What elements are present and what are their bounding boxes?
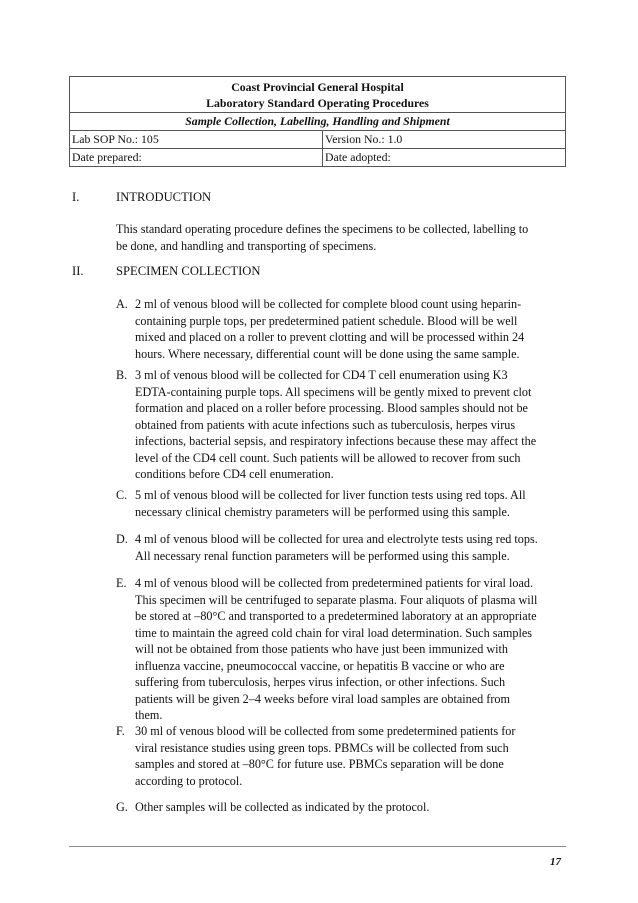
paragraph-line: according to protocol. <box>135 773 243 788</box>
paragraph-line: All necessary renal function parameters will be performed using this sample. <box>135 548 510 563</box>
paragraph-line: be done, and handling and transporting of specimens. <box>116 238 377 253</box>
paragraph-line: hours. Where necessary, differential count will be done using the same sample. <box>135 346 520 361</box>
paragraph-line: 3 ml of venous blood will be collected for CD4 T cell enumeration using K3 <box>135 368 508 382</box>
section-number: II. <box>72 264 84 278</box>
paragraph-line: 5 ml of venous blood will be collected for liver function tests using red tops. All <box>135 488 526 502</box>
paragraph-line: patients will be given 2–4 weeks before viral load samples are obtained from <box>135 691 510 706</box>
paragraph-line: influenza vaccine, pneumococcal vaccine, or hepatitis B vaccine or who are <box>135 658 505 673</box>
date-adopted: Date adopted: <box>323 149 566 167</box>
sop-header-table <box>69 76 566 167</box>
paragraph-line: be stored at –80°C and transported to a predetermined laboratory at an appropriate <box>135 609 537 623</box>
sop-subtitle: Sample Collection, Labelling, Handling and Shipment <box>70 113 566 131</box>
list-item-letter: F. <box>116 724 125 738</box>
paragraph-line: conditions before CD4 cell enumeration. <box>135 467 334 481</box>
paragraph-line: 30 ml of venous blood will be collected from some predetermined patients for <box>135 724 516 738</box>
paragraph-line: 4 ml of venous blood will be collected for urea and electrolyte tests using red tops. <box>135 532 538 546</box>
date-prepared: Date prepared: <box>70 149 323 167</box>
paragraph-line: obtained from patients with acute infections such as tuberculosis, herpes virus <box>135 417 516 432</box>
list-item-letter: B. <box>116 368 128 382</box>
list-item-letter: G. <box>116 800 128 814</box>
paragraph-line: 4 ml of venous blood will be collected from predetermined patients for viral load. <box>135 576 534 590</box>
list-item-text <box>135 531 572 564</box>
paragraph-line: This standard operating procedure defines the specimens to be collected, labelling to <box>116 222 529 236</box>
page-number: 17 <box>550 856 561 868</box>
list-item-text <box>135 487 572 520</box>
paragraph-line: them. <box>135 708 163 722</box>
list-item-letter: A. <box>116 297 128 311</box>
header-title-cell <box>70 77 566 113</box>
paragraph-line: formation and placed on a roller before processing. Blood samples should not be <box>135 401 528 415</box>
paragraph-line: necessary clinical chemistry parameters will be performed using this sample. <box>135 504 510 519</box>
sop-number: Lab SOP No.: 105 <box>70 131 323 149</box>
list-item-text <box>135 799 572 816</box>
section-title-specimen-collection: SPECIMEN COLLECTION <box>116 264 261 278</box>
footer-divider <box>69 846 566 847</box>
list-item-text <box>135 575 572 724</box>
paragraph-line: 2 ml of venous blood will be collected for complete blood count using heparin- <box>135 297 522 311</box>
paragraph-line: samples and stored at –80°C for future use. PBMCs separation will be done <box>135 757 504 771</box>
paragraph-line: mixed and placed on a roller to prevent clotting and will be processed within 24 <box>135 330 525 344</box>
list-item-text <box>135 723 572 789</box>
paragraph-line: infections, bacterial sepsis, and respiratory infections because these may affect the <box>135 434 537 448</box>
section-number: I. <box>72 190 80 204</box>
lab-sop-heading: Laboratory Standard Operating Procedures <box>206 96 429 110</box>
paragraph-line: suffering from tuberculosis, herpes virus infection, or other infections. Such <box>135 675 506 689</box>
list-item-text <box>135 367 572 483</box>
version-number: Version No.: 1.0 <box>323 131 566 149</box>
list-item-letter: D. <box>116 532 128 546</box>
paragraph-line: viral resistance studies using green tops. PBMCs will be collected from such <box>135 740 509 755</box>
paragraph-line: will not be obtained from those patients who have just been immunized with <box>135 642 508 656</box>
list-item-text <box>135 296 572 362</box>
paragraph-line: This specimen will be centrifuged to separate plasma. Four aliquots of plasma will <box>135 592 538 607</box>
paragraph-line: Other samples will be collected as indicated by the protocol. <box>135 800 430 814</box>
list-item-letter: E. <box>116 576 127 590</box>
paragraph-line: containing purple tops, per predetermined patient schedule. Blood will be well <box>135 313 518 328</box>
paragraph-line: level of the CD4 cell count. Such patients will be allowed to recover from such <box>135 450 521 465</box>
section-title-introduction: INTRODUCTION <box>116 190 212 204</box>
introduction-paragraph <box>116 221 566 254</box>
paragraph-line: EDTA-containing purple tops. All specimens will be gently mixed to prevent clot <box>135 384 532 399</box>
list-item-letter: C. <box>116 488 128 502</box>
hospital-name: Coast Provincial General Hospital <box>231 80 404 94</box>
paragraph-line: time to maintain the agreed cold chain for viral load determination. Such samples <box>135 625 532 640</box>
